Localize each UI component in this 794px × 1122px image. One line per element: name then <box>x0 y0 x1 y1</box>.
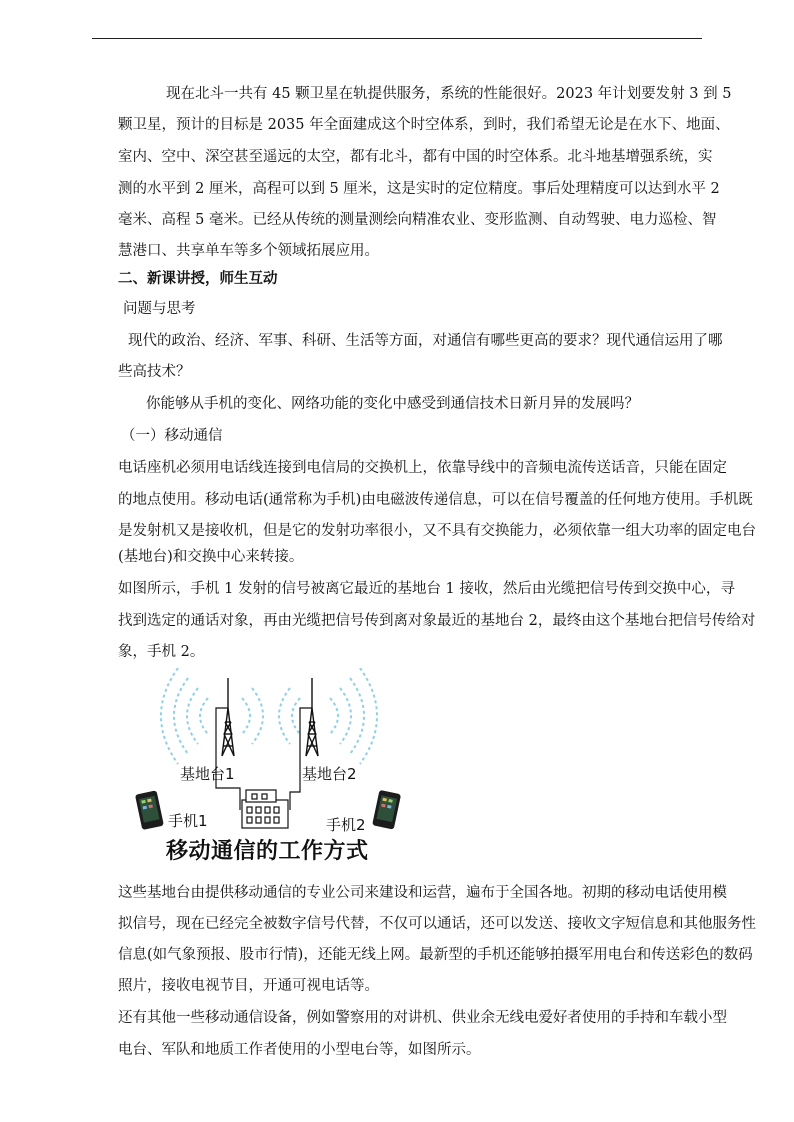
body-line: 的地点使用。移动电话(通常称为手机)由电磁波传递信息，可以在信号覆盖的任何地方使用。手机既 <box>118 492 753 508</box>
signal-waves-icon <box>161 668 263 764</box>
station-2-label: 基地台2 <box>302 765 357 783</box>
body-line: 象，手机 2。 <box>118 644 205 660</box>
phone-2-label: 手机2 <box>326 816 366 834</box>
body-line: 还有其他一些移动通信设备，例如警察用的对讲机、供业余无线电爱好者使用的手持和车载小型 <box>118 1010 727 1026</box>
question-line: 现代的政治、经济、军事、科研、生活等方面，对通信有哪些更高的要求？现代通信运用了哪 <box>128 333 723 349</box>
body-line: 电话座机必须用电话线连接到电信局的交换机上，依靠导线中的音频电流传送话音，只能在固定 <box>118 460 727 476</box>
body-line: 信息(如气象预报、股市行情)，还能无线上网。最新型的手机还能够拍摄军用电台和传送彩色的数码 <box>118 947 753 963</box>
intro-line: 慧港口、共享单车等多个领域拓展应用。 <box>118 243 379 259</box>
section-heading: 二、新课讲授，师生互动 <box>118 270 278 287</box>
question-line: 你能够从手机的变化、网络功能的变化中感受到通信技术日新月异的发展吗？ <box>146 396 639 412</box>
body-line: 拟信号，现在已经完全被数字信号代替，不仅可以通话，还可以发送、接收文字短信息和其他服务性 <box>118 916 756 932</box>
phone-1-label: 手机1 <box>168 812 208 830</box>
mobile-communication-figure <box>130 668 420 868</box>
intro-line: 现在北斗一共有 45 颗卫星在轨提供服务，系统的性能很好。2023 年计划要发射 3 到 5 <box>166 86 732 102</box>
body-line: 找到选定的通话对象，再由光缆把信号传到离对象最近的基地台 2，最终由这个基地台把信号传给对 <box>118 613 756 629</box>
station-1-label: 基地台1 <box>180 765 235 783</box>
figure-caption: 移动通信的工作方式 <box>166 839 369 864</box>
intro-line: 测的水平到 2 厘米，高程可以到 5 厘米，这是实时的定位精度。事后处理精度可以达到水平 2 <box>118 181 720 197</box>
intro-line: 室内、空中、深空甚至遥远的太空，都有北斗，都有中国的时空体系。北斗地基增强系统，实 <box>118 149 713 165</box>
body-line: 是发射机又是接收机，但是它的发射功率很小，又不具有交换能力，必须依靠一组大功率的固定电台 <box>118 523 756 539</box>
body-line: (基地台)和交换中心来转接。 <box>118 549 304 565</box>
tower-icon <box>306 678 318 756</box>
phone-icon <box>372 790 401 830</box>
phone-icon <box>135 790 164 830</box>
signal-waves-icon <box>279 668 377 764</box>
tower-icon <box>222 678 234 756</box>
question-title: 问题与思考 <box>123 301 196 317</box>
body-line: 这些基地台由提供移动通信的专业公司来建设和运营，遍布于全国各地。初期的移动电话使用模 <box>118 885 727 901</box>
subsection-heading: （一）移动通信 <box>121 428 223 444</box>
header-rule <box>92 38 702 39</box>
body-line: 照片，接收电视节目，开通可视电话等。 <box>118 978 379 994</box>
question-line: 些高技术？ <box>118 364 191 380</box>
body-line: 如图所示，手机 1 发射的信号被离它最近的基地台 1 接收，然后由光缆把信号传到交换中心，寻 <box>118 581 735 597</box>
intro-line: 颗卫星，预计的目标是 2035 年全面建成这个时空体系，到时，我们希望无论是在水下、地面、 <box>118 117 730 133</box>
intro-line: 毫米、高程 5 毫米。已经从传统的测量测绘向精准农业、变形监测、自动驾驶、电力巡检、智 <box>118 212 717 228</box>
body-line: 电台、军队和地质工作者使用的小型电台等，如图所示。 <box>118 1042 481 1058</box>
switching-center-icon <box>242 790 288 828</box>
